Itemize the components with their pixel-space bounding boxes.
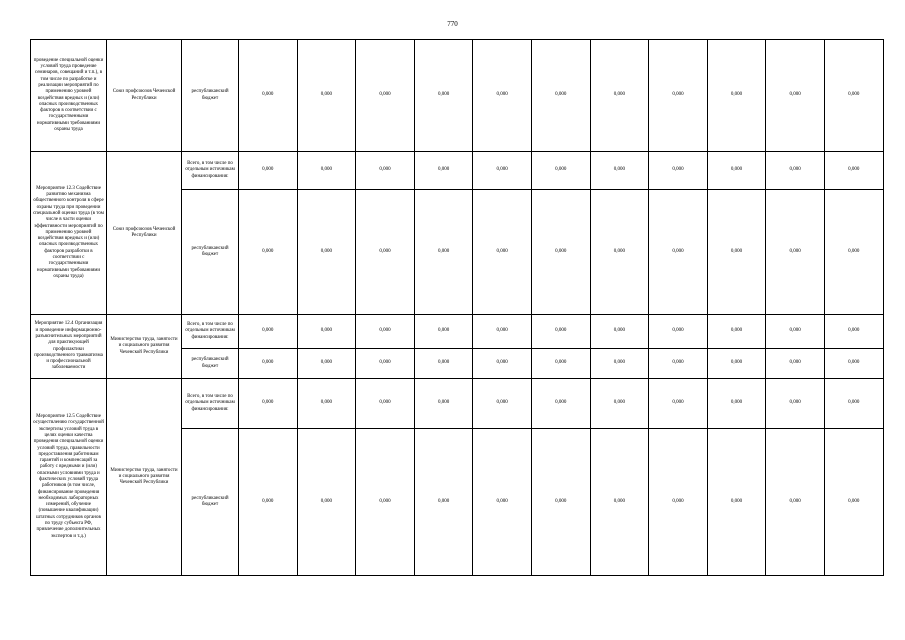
amount-cell: 0,000: [356, 152, 415, 190]
amount-cell: 0,000: [590, 190, 649, 315]
amount-cell: 0,000: [824, 349, 883, 379]
amount-cell: 0,000: [766, 379, 825, 429]
activity-name-cell: Мероприятие 12.5 Содействие осуществлению государственной экспертизы условий труда в целях оценки качества проведения специальной оценки условий труда, правильности предоставления работникам гарантий и компенсаций за работу с вредными и (или) опасными условиями труда и фактических условий труда работников (в том числе, финансирование проведения необходимых лабораторных измерений, обучение (повышение квалификации) штатных сотрудников органов по труду субъекта РФ, привлечение дополнительных экспертов и т.д.): [31, 379, 107, 576]
amount-cell: 0,000: [649, 315, 708, 349]
amount-cell: 0,000: [824, 190, 883, 315]
amount-cell: 0,000: [766, 40, 825, 152]
executor-cell: Министерство труда, занятости и социального развития Чеченской Республики: [107, 315, 182, 379]
amount-cell: 0,000: [297, 40, 356, 152]
table-row: [31, 379, 884, 429]
amount-cell: 0,000: [297, 315, 356, 349]
activity-name-cell: Мероприятие 12.3 Содействие развитию механизма общественного контроля в сфере охраны труда при проведении специальной оценки труда (в том числе в части оценки эффективности мероприятий по применению уровней воздействия вредных и (или) опасных производственных факторов разработки в соответствии с государственными нормативными требованиями охраны труда): [31, 152, 107, 315]
amount-cell: 0,000: [239, 40, 298, 152]
amount-cell: 0,000: [590, 379, 649, 429]
amount-cell: 0,000: [707, 379, 766, 429]
amount-cell: 0,000: [766, 190, 825, 315]
amount-cell: 0,000: [414, 349, 473, 379]
amount-cell: 0,000: [414, 315, 473, 349]
executor-cell: Союз профсоюзов Чеченской Республики: [107, 40, 182, 152]
amount-cell: 0,000: [649, 152, 708, 190]
amount-cell: 0,000: [297, 190, 356, 315]
amount-cell: 0,000: [414, 40, 473, 152]
funding-source-cell: республиканский бюджет: [182, 429, 239, 576]
amount-cell: 0,000: [531, 315, 590, 349]
budget-table: [30, 39, 884, 576]
amount-cell: 0,000: [531, 190, 590, 315]
amount-cell: 0,000: [824, 315, 883, 349]
amount-cell: 0,000: [356, 429, 415, 576]
page-number: 770: [447, 20, 458, 28]
amount-cell: 0,000: [414, 429, 473, 576]
amount-cell: 0,000: [824, 429, 883, 576]
amount-cell: 0,000: [649, 379, 708, 429]
amount-cell: 0,000: [239, 152, 298, 190]
amount-cell: 0,000: [766, 315, 825, 349]
amount-cell: 0,000: [824, 379, 883, 429]
table-row: [31, 152, 884, 190]
funding-source-cell: Всего, в том числе по отдельным источникам финансирования:: [182, 152, 239, 190]
amount-cell: 0,000: [473, 349, 532, 379]
funding-source-cell: Всего, в том числе по отдельным источникам финансирования:: [182, 379, 239, 429]
amount-cell: 0,000: [239, 349, 298, 379]
amount-cell: 0,000: [824, 152, 883, 190]
funding-source-cell: республиканский бюджет: [182, 40, 239, 152]
amount-cell: 0,000: [473, 190, 532, 315]
amount-cell: 0,000: [297, 349, 356, 379]
amount-cell: 0,000: [356, 190, 415, 315]
amount-cell: 0,000: [766, 349, 825, 379]
amount-cell: 0,000: [531, 429, 590, 576]
amount-cell: 0,000: [297, 152, 356, 190]
amount-cell: 0,000: [649, 429, 708, 576]
activity-name-cell: проведение специальной оценки условий труда проведение семинаров, совещаний и т.п.), в том числе по разработке и реализации мероприятий по применению уровней воздействия вредных и (или) опасных производственных факторов в соответствии с государственными нормативными требованиями охраны труда: [31, 40, 107, 152]
amount-cell: 0,000: [473, 379, 532, 429]
table-row: [31, 315, 884, 349]
amount-cell: 0,000: [356, 349, 415, 379]
amount-cell: 0,000: [239, 429, 298, 576]
amount-cell: 0,000: [707, 40, 766, 152]
amount-cell: 0,000: [531, 152, 590, 190]
amount-cell: 0,000: [473, 152, 532, 190]
amount-cell: 0,000: [297, 379, 356, 429]
amount-cell: 0,000: [649, 190, 708, 315]
amount-cell: 0,000: [649, 40, 708, 152]
amount-cell: 0,000: [414, 190, 473, 315]
amount-cell: 0,000: [707, 190, 766, 315]
amount-cell: 0,000: [239, 315, 298, 349]
amount-cell: 0,000: [824, 40, 883, 152]
amount-cell: 0,000: [473, 429, 532, 576]
amount-cell: 0,000: [297, 429, 356, 576]
amount-cell: 0,000: [766, 152, 825, 190]
amount-cell: 0,000: [531, 349, 590, 379]
amount-cell: 0,000: [239, 379, 298, 429]
amount-cell: 0,000: [707, 315, 766, 349]
amount-cell: 0,000: [473, 40, 532, 152]
amount-cell: 0,000: [766, 429, 825, 576]
table-row: [31, 40, 884, 152]
amount-cell: 0,000: [531, 379, 590, 429]
executor-cell: Союз профсоюзов Чеченской Республики: [107, 152, 182, 315]
amount-cell: 0,000: [590, 315, 649, 349]
activity-name-cell: Мероприятие 12.4 Организация и проведение информационно-разъяснительных мероприятий для практикующей профилактики производственного травматизма и профессиональной заболеваемости: [31, 315, 107, 379]
funding-source-cell: Всего, в том числе по отдельным источникам финансирования:: [182, 315, 239, 349]
amount-cell: 0,000: [473, 315, 532, 349]
amount-cell: 0,000: [531, 40, 590, 152]
amount-cell: 0,000: [590, 152, 649, 190]
amount-cell: 0,000: [707, 349, 766, 379]
amount-cell: 0,000: [356, 40, 415, 152]
executor-cell: Министерство труда, занятости и социального развития Чеченской Республики: [107, 379, 182, 576]
amount-cell: 0,000: [590, 349, 649, 379]
amount-cell: 0,000: [590, 40, 649, 152]
amount-cell: 0,000: [707, 429, 766, 576]
amount-cell: 0,000: [590, 429, 649, 576]
amount-cell: 0,000: [414, 152, 473, 190]
funding-source-cell: республиканский бюджет: [182, 349, 239, 379]
funding-source-cell: республиканский бюджет: [182, 190, 239, 315]
amount-cell: 0,000: [356, 379, 415, 429]
amount-cell: 0,000: [239, 190, 298, 315]
amount-cell: 0,000: [707, 152, 766, 190]
amount-cell: 0,000: [414, 379, 473, 429]
amount-cell: 0,000: [356, 315, 415, 349]
amount-cell: 0,000: [649, 349, 708, 379]
